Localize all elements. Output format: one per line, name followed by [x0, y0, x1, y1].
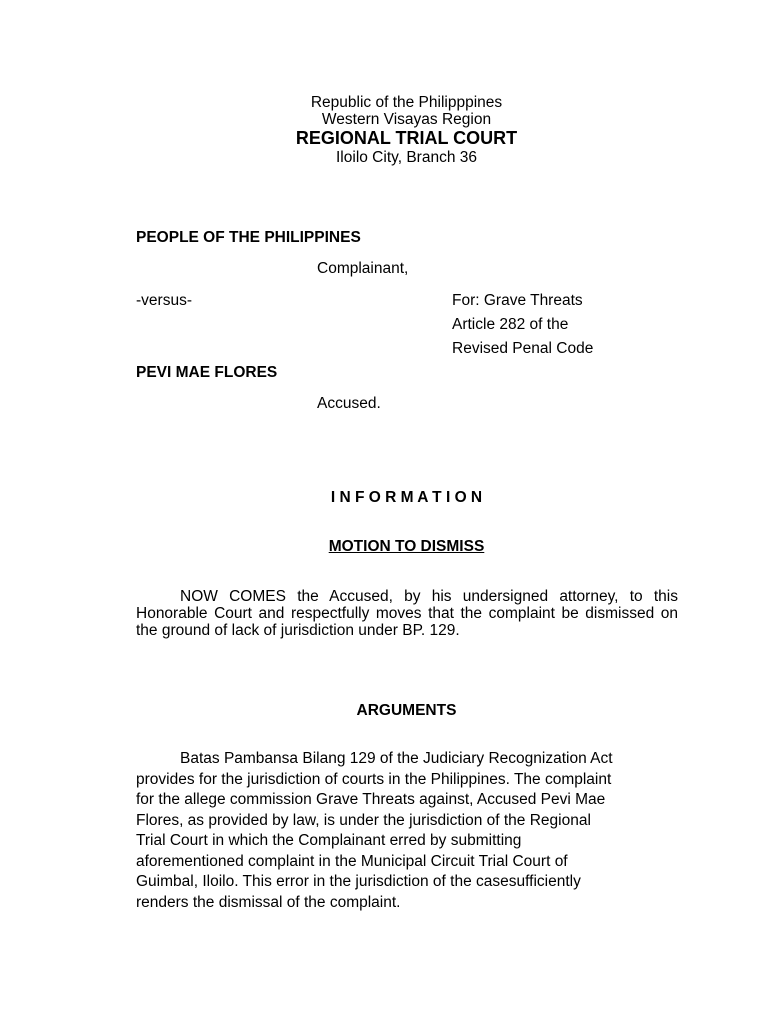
motion-heading: MOTION TO DISMISS — [328, 538, 485, 555]
versus-label: -versus- — [136, 292, 192, 309]
accused-party: PEVI MAE FLORES — [136, 364, 278, 381]
header-republic: Republic of the Philipppines — [310, 94, 503, 111]
intro-paragraph — [136, 588, 678, 639]
header-branch: Iloilo City, Branch 36 — [336, 149, 477, 166]
argument-line: renders the dismissal of the complaint. — [136, 893, 401, 911]
charge-line-2: Article 282 of the — [452, 316, 569, 333]
argument-line: Batas Pambansa Bilang 129 of the Judiciary Recognization Act — [180, 750, 613, 767]
charge-line-3: Revised Penal Code — [452, 340, 594, 357]
arguments-paragraph — [136, 749, 696, 913]
argument-line: for the allege commission Grave Threats against, Accused Pevi Mae — [136, 791, 606, 808]
argument-line: provides for the jurisdiction of courts in the Philippines. The complaint — [136, 770, 612, 788]
accused-role: Accused. — [317, 395, 381, 412]
intro-text: NOW COMES the Accused, by his undersigned attorney, to this Honorable Court and respectfully moves that the complaint be dismissed on the ground of lack of jurisdiction under BP. 129. — [136, 588, 678, 639]
argument-line: Trial Court in which the Complainant erred by submitting — [136, 832, 522, 849]
charge-line-1: For: Grave Threats — [452, 292, 583, 309]
argument-line: Flores, as provided by law, is under the jurisdiction of the Regional — [136, 811, 591, 829]
complainant-role: Complainant, — [317, 260, 409, 277]
header-court-title: REGIONAL TRIAL COURT — [295, 128, 518, 148]
complainant-party: PEOPLE OF THE PHILIPPINES — [136, 229, 361, 246]
information-heading: I N F O R M A T I O N — [330, 489, 483, 506]
arguments-heading: ARGUMENTS — [356, 702, 457, 719]
argument-line: Guimbal, Iloilo. This error in the jurisdiction of the casesufficiently — [136, 873, 581, 890]
argument-line: aforementioned complaint in the Municipal Circuit Trial Court of — [136, 852, 568, 870]
header-region: Western Visayas Region — [321, 111, 492, 128]
